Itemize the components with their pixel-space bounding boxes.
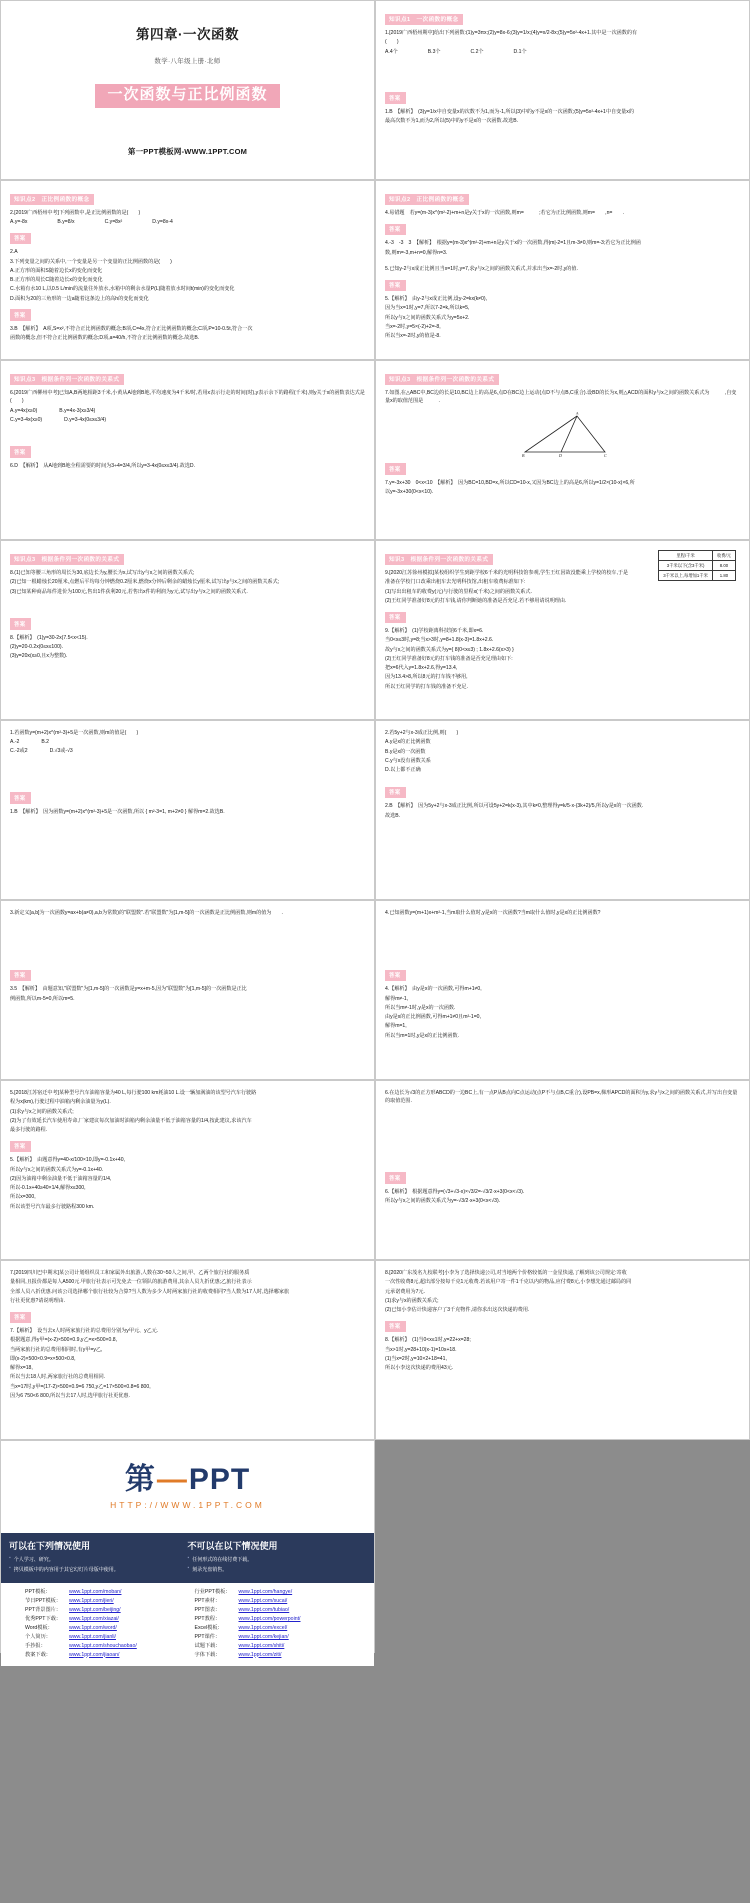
brand-logo [124, 1462, 251, 1496]
answer-tag: 答案 [10, 1312, 31, 1324]
option-b[interactable]: B.y=4x-3(x≥3/4) [59, 407, 96, 414]
link-url[interactable]: www.1ppt.com/excel/ [238, 1624, 288, 1631]
forbidden-col [188, 1539, 367, 1576]
question-line: (1)求y与x的函数关系式; [385, 1297, 439, 1304]
allowed-item [9, 1566, 188, 1573]
slide-7[interactable] [375, 360, 750, 540]
question-text-2: 3.下列变量之间的关系中,一个变量是另一个变量的正比例函数的是( ) [10, 258, 172, 265]
slide-9[interactable] [375, 540, 750, 720]
answer-tag: 答案 [385, 787, 406, 799]
knowledge-point-tag: 知识3 根据条件列一次函数的关系式 [385, 554, 493, 566]
forbidden-item-text: 刻录光盘销售。 [192, 1567, 228, 1573]
link-label: 试题下载： [194, 1642, 221, 1649]
answer-line: (2)y=20-0.2x(0≤x≤100). [10, 644, 64, 650]
logo-dash: — [156, 1462, 188, 1496]
option-a[interactable]: A.-2 [10, 739, 20, 746]
link-label: 行业PPT模板： [194, 1589, 231, 1595]
col-header-distance: 里程/千米 [659, 551, 713, 561]
fare-table [658, 550, 736, 581]
option-c[interactable]: C.y=8x² [104, 219, 123, 226]
slide-15[interactable] [375, 1080, 750, 1260]
answer-line: 5.【解析】 由题意得y=40-x/100×10,即y=-0.1x+40, [10, 1157, 125, 1164]
answer-tag: 答案 [10, 446, 31, 458]
link-row[interactable] [195, 1606, 365, 1615]
answer-line: 1.B 【解析】 (3)y=1/x中自变量x的次数不为1,而为-1,所以(3)中的y不是x的一次函数;(5)y=5x²-4x+1中自变量x的 [385, 108, 634, 115]
question-text: 7.如图,在△ABC中,BC边的长是10,BC边上的高是6,点D在BC边上运动(点D不与点B,C重合).设BD的长为x,则△ACD的面积y与x之间的函数关系式为 ,自变量x的取值范围是 . [385, 390, 737, 405]
triangle-diagram-icon [515, 412, 611, 458]
choice-b[interactable]: B.正方形的周长C随着边长x的变化而变化 [10, 277, 103, 284]
forbidden-item-text: 任何形式的在线付费下载。 [192, 1557, 253, 1563]
answer-line: 所以x=300, [10, 1194, 36, 1201]
answer-tag: 答案 [10, 792, 31, 804]
logo-cn: 第 [124, 1462, 156, 1496]
slide-13[interactable] [375, 900, 750, 1080]
answer-line: 所以-0.1x+40≥40×1/4,解得x≤300, [10, 1185, 86, 1191]
answer-line: 2.B 【解析】 因为5y+2与x-3成正比例,所以可设5y+2=k(x-3),其中k≠0,整理得y=k/5·x-(3k+2)/5,所以y是x的一次函数. [385, 803, 644, 810]
answer-tag: 答案 [10, 970, 31, 982]
option-b[interactable]: B.2 [41, 739, 49, 746]
option-row-1 [10, 738, 365, 747]
option-a[interactable]: A.y=-8x [10, 219, 28, 226]
col-header-fare: 收费/元 [712, 551, 735, 561]
question-line: (2)已知一根蜡烛长20厘米,点燃后平均每分钟燃烧0.2厘米,燃烧x分钟后剩余的蜡烛长y厘米,试写出y与x之间的函数关系式; [10, 579, 280, 586]
link-url[interactable]: www.1ppt.com/jianli/ [69, 1633, 116, 1640]
question-line: 9.[2020江苏徐州模拟]某校组织学生到距学校6千米的光明科技馆参观,学生王红因故没能乘上学校的校车,于是 [385, 570, 629, 576]
slide-6[interactable] [0, 360, 375, 540]
option-d[interactable]: D.y=3-4x(0≤x≤3/4) [64, 416, 107, 423]
link-row[interactable] [195, 1615, 365, 1624]
empty-grid-cell [375, 1440, 750, 1653]
option-a[interactable]: A.4个 [385, 48, 398, 55]
answer-line: 当0<x≤3时,y=8;当x>3时,y=8+1.8(x-3)=1.8x+2.6. [385, 637, 494, 644]
triangle-figure [385, 412, 740, 458]
answer-line: 3.B 【解析】 A项,S=x²,不符合正比例函数的概念;B项,C=4x,符合正比例函数的概念;C项,P=10-0.5t,符合一次 [10, 325, 253, 332]
answer-line: 所以y与x之间的函数关系式为y=5x+2. [385, 314, 470, 321]
links-right-col [195, 1588, 365, 1660]
links-left-col [25, 1588, 195, 1660]
answer-line: 6.【解析】 根据题意得y=(√3+√3-x)×√3/2=-√3/2·x+3(0<x<√3). [385, 1188, 525, 1195]
answer-line: 所以当m=1时,y是x的正比例函数. [385, 1032, 460, 1039]
option-row-2 [10, 747, 365, 756]
link-label: PPT模板： [25, 1589, 51, 1595]
answer-tag: 答案 [10, 233, 31, 245]
slide-12[interactable] [0, 900, 375, 1080]
question-line: (2)王红同学准备好8元的打车钱,请你判断她的准备是否充足.若不够用请说明理由. [385, 597, 567, 604]
question-line: 8.(1)已知等腰三角形的周长为30,底边长为y,腰长为x,试写出y与x之间的函数关系式; [10, 570, 195, 576]
link-label: PPT教程： [194, 1615, 221, 1622]
answer-line: 9.【解析】 (1)学校距离科技馆6千米,即x=6. [385, 628, 484, 634]
question-line: (1)求y与x之间的函数关系式; [10, 1108, 74, 1115]
question-text: 4.易错题 若y=(m-3)x^(m²-2)+m+n是y关于x的一次函数,则m= ;若它为正比例函数,则m= ,n= . [385, 210, 624, 216]
cell-fare: 1.80 [712, 571, 735, 581]
answer-line: 1.B 【解析】 因为函数y=(m+2)x^(m²-3)+5是一次函数,所以 { m²-3=1, m+2≠0 } 解得m=2.故选B. [10, 808, 225, 815]
answer-line: 因为当x=1时,y=7,所以7-2=k,所以k=5, [385, 305, 470, 312]
answer-line: 即(x-2)×500×0.9=x×500×0.8, [10, 1355, 76, 1362]
link-row[interactable] [195, 1633, 365, 1642]
cell-distance: 3千米以上,每增加1千米 [659, 571, 713, 581]
question-line: (1)写出出租车的收费y(元)与行驶的里程x(千米)之间的函数关系式. [385, 588, 532, 595]
question-line: 最多行驶的路程. [10, 1127, 48, 1133]
link-url[interactable]: www.1ppt.com/word/ [69, 1624, 117, 1631]
link-row[interactable] [25, 1633, 195, 1642]
answer-line: 所以当x=-2时,y的值是-8. [385, 333, 441, 339]
forbidden-heading: 不可以在以下情况使用 [187, 1541, 278, 1551]
link-label: 教案下载： [25, 1651, 51, 1658]
answer-line: 故y与x之间的函数关系式为y={ 8(0<x≤3) ; 1.8x+2.6(x>3) } [385, 646, 514, 653]
answer-line: 因为13.4>8,所以8元的打车钱不够用, [385, 674, 468, 681]
site-credit: 第一PPT模板网-WWW.1PPT.COM [127, 146, 248, 156]
link-row[interactable] [195, 1651, 365, 1660]
answer-line: 7.y=-3x+30 0<x<10 【解析】 因为BC=10,BD=x,所以CD=10-x,又因为BC边上的高是6,所以y=1/2×(10-x)×6,所 [385, 479, 635, 486]
allowed-item [9, 1556, 188, 1563]
option-row-2 [10, 416, 365, 425]
answer-tag: 答案 [385, 280, 406, 292]
link-url[interactable]: www.1ppt.com/xiazai/ [69, 1615, 119, 1622]
answer-tag: 答案 [10, 1141, 31, 1153]
answer-tag: 答案 [385, 612, 406, 624]
answer-line: 数,则m=-3,m+n=0,解得n=3. [385, 249, 448, 256]
answer-tag: 答案 [385, 1172, 406, 1184]
table-header-row [659, 551, 736, 561]
answer-line: 当两家旅行社的总费用相同时,有y甲=y乙, [10, 1346, 103, 1353]
answer-line: (2)王红同学准备好8元的打车钱的准备是否充足理由如下: [385, 655, 513, 662]
choice-a[interactable]: A.y是x的正比例函数 [385, 739, 431, 746]
answer-line: 根据题意,得y甲=(x-2)×500×0.9,y乙=x×500×0.8, [10, 1337, 118, 1344]
question-paren: ( ) [385, 39, 399, 46]
answer-line: 所以王红同学的打车钱的准备不充足. [385, 683, 468, 690]
bullet-icon: ▪ [9, 1565, 11, 1571]
choice-c[interactable]: C.y与x没有函数关系 [385, 757, 431, 764]
answer-tag: 答案 [385, 1321, 406, 1333]
link-label: 优秀PPT下载： [25, 1615, 62, 1622]
knowledge-point-tag: 知识点3 根据条件列一次函数的关系式 [10, 374, 124, 386]
slide-4[interactable] [375, 180, 750, 360]
link-label: 节日PPT模板： [25, 1597, 62, 1604]
answer-tag: 答案 [10, 618, 31, 630]
link-label: Word模板： [25, 1624, 53, 1631]
question-line: 8.[2020广东茂名九校联考]小李为了选择快递公司,对当地两个价格较低的一金星快递,了解到该公司规定:寄收 [385, 1270, 627, 1276]
allowed-item-text: 拷贝模板中的内容用于其它幻灯片母版中使用。 [13, 1567, 119, 1573]
answer-line: 例函数,所以m-5=0,所以m=5. [10, 995, 75, 1002]
knowledge-point-tag: 知识点1 一次函数的概念 [385, 14, 463, 26]
cell-fare: 8.00 [712, 561, 735, 571]
slide-3[interactable] [0, 180, 375, 360]
question-line: 元承诺费用为7元. [385, 1288, 425, 1295]
question-line: 程为x(km),行驶过程中油箱内剩余油量为y(L). [10, 1099, 111, 1106]
link-url[interactable]: www.1ppt.com/kejian/ [238, 1633, 289, 1640]
link-url[interactable]: www.1ppt.com/hangye/ [238, 1589, 293, 1595]
option-b[interactable]: B.3个 [427, 48, 441, 55]
link-label: 字体下载： [194, 1651, 221, 1658]
answer-tag: 答案 [385, 92, 406, 104]
question-text: 4.已知函数y=(m+1)x+m²-1,当m取什么值时,y是x的一次函数?当m取什么值时,y是x的正比例函数? [385, 910, 601, 916]
option-b[interactable]: B.y=8/x [57, 219, 75, 226]
answer-line: 所以小李这次快递的费用43元. [385, 1365, 454, 1371]
answer-line: (3)y=20x(x≥0,且x为整数). [10, 653, 68, 660]
link-url[interactable]: www.1ppt.com/beijing/ [69, 1606, 121, 1613]
question-text: 6.在边长为√3的正方形ABCD的一边BC上,有一点P从B点向C点运动(点P不与点B,C重合),设PB=x,梯形APCD的面积为y,求y与x之间的函数关系式,并写出自变量的取值范围. [385, 1090, 738, 1105]
chapter-title: 第四章·一次函数 [136, 27, 239, 42]
link-row[interactable] [25, 1624, 195, 1633]
bullet-icon: ▪ [187, 1565, 190, 1571]
usage-terms [1, 1533, 374, 1583]
question-text: 2.若5y+2与x-3成正比例,则( ) [385, 730, 459, 736]
answer-tag: 答案 [385, 970, 406, 982]
link-row[interactable] [25, 1588, 195, 1597]
question-line: 5.[2018江苏宿迁中考]某种型号汽车油箱容量为40 L,每行驶100 km耗油10 L.设一辆加满油的该型号汽车行驶路 [10, 1090, 257, 1096]
slide-2[interactable] [375, 0, 750, 180]
slide-footer-logo[interactable] [0, 1440, 375, 1658]
option-row [385, 48, 740, 57]
choice-b[interactable]: B.y是x的一次函数 [385, 748, 426, 755]
choice-d[interactable]: D.面积为20的三角形的一边a随着这条边上的高h的变化而变化 [10, 295, 149, 302]
answer-line: 解得m=1, [385, 1023, 407, 1030]
slide-11[interactable] [375, 720, 750, 900]
answer-line: 解得x=18, [10, 1365, 33, 1371]
answer-line: 所以当m≠-1时,y是x的一次函数. [385, 1004, 456, 1011]
answer-line: 6.D 【解析】 从A地到B地全程需要的时间为3÷4=3/4,所以y=3-4x(0≤x≤3/4).故选D. [10, 462, 196, 469]
knowledge-point-tag: 知识点2 正比例函数的概念 [10, 194, 94, 206]
question-text-2: 5.已知y-2与x成正比例且当x=1时,y=7,求y与x之间的函数关系式,并求出当x=-2时,y的值. [385, 265, 578, 272]
option-d[interactable]: D.√3或-√3 [49, 748, 73, 755]
answer-line: 所以y与x之间的函数关系式为y=-0.1x+40. [10, 1166, 104, 1173]
question-line: 量相同,且报价都是每人A500元.甲旅行社表示可先免去一位领队的旅游费用,其余人员九折优惠;乙旅行社表示 [10, 1279, 252, 1286]
answer-line: 8.【解析】 (1)当0<x≤1时,y=22+x=28; [385, 1337, 471, 1344]
link-url[interactable]: www.1ppt.com/jiaoan/ [69, 1651, 120, 1658]
question-text: 1.[2019广西梧州期中]给出下列函数:(1)y=3πx;(2)y=8x-6;(3)y=1/x;(4)y=x/2-8x;(5)y=5x²-4x+1.其中是一次函数的有 [385, 30, 638, 36]
lesson-title-band: 一次函数与正比例函数 [95, 84, 279, 108]
subject-line: 数学·八年级上册·北师 [154, 58, 221, 65]
answer-line: 4.【解析】 由y是x的一次函数,可得m+1≠0, [385, 986, 482, 993]
answer-tag: 答案 [385, 224, 406, 236]
bullet-icon: ▪ [9, 1555, 11, 1561]
slide-17[interactable] [375, 1260, 750, 1440]
option-a[interactable]: A.y=4x(x≥0) [10, 407, 38, 414]
logo-en: PPT [188, 1462, 251, 1496]
slide-8[interactable] [0, 540, 375, 720]
link-label: 手抄报： [25, 1642, 46, 1649]
forbidden-item [188, 1566, 367, 1573]
link-url[interactable]: www.1ppt.com/jieri/ [69, 1597, 114, 1604]
option-d[interactable]: D.1个 [513, 48, 527, 55]
link-row[interactable] [195, 1588, 365, 1597]
answer-line: (1)当x=2时,y=10×2+18=41, [385, 1355, 447, 1362]
answer-line: 最高次数不为1,而为2,所以(5)中的y不是x的一次函数.故选B. [385, 117, 519, 124]
question-line: (3)已知某种商品每件进价为100元,售出1件获利20元,若售出x件的利润为y元,试写出y与x之间的函数关系式. [10, 588, 248, 595]
link-row[interactable] [25, 1642, 195, 1651]
choice-c[interactable]: C.水箱有水10 L,以0.5 L/min的流量往外放水,水箱中的剩余水量P(L)随着放水时间t(min)的变化而变化 [10, 286, 235, 293]
site-url: HTTP://WWW.1PPT.COM [110, 1499, 265, 1510]
option-c[interactable]: C.2个 [470, 48, 484, 55]
answer-line: 函数的概念,但不符合正比例函数的概念;D项,a=40/h,不符合正比例函数的概念.故选B. [10, 335, 200, 342]
slide-title[interactable] [0, 0, 375, 180]
answer-line: 当x=-2时,y=5×(-2)+2=-8, [385, 323, 441, 330]
link-label: Excel模板： [194, 1624, 223, 1631]
option-c[interactable]: C.-2或2 [10, 748, 28, 755]
svg-text:D: D [558, 452, 562, 458]
link-url[interactable]: www.1ppt.com/tubiao/ [238, 1606, 290, 1613]
link-row[interactable] [25, 1606, 195, 1615]
answer-line: 8.【解析】 (1)y=30-2x(7.5<x<15). [10, 634, 88, 641]
answer-line: 3.5 【解析】 由题意知,"联盟数"为[1,m-5]的一次函数是y=x+m-5,因为"联盟数"为[1,m-5]的一次函数是正比 [10, 986, 247, 993]
answer-line: 所以该型号汽车最多行驶路程300 km. [10, 1203, 95, 1210]
table-row [659, 571, 736, 581]
knowledge-point-tag: 知识点3 根据条件列一次函数的关系式 [385, 374, 499, 386]
link-label: PPT素材： [194, 1597, 221, 1604]
link-url[interactable]: www.1ppt.com/powerpoint/ [238, 1615, 301, 1622]
option-row [10, 218, 365, 227]
question-text: 2.[2019广西梧州中考]下列函数中,是正比例函数的是( ) [10, 210, 141, 216]
link-url[interactable]: www.1ppt.com/shouchaobao/ [69, 1642, 137, 1649]
logo-area [1, 1441, 374, 1533]
question-line: 行社更优惠?请说明理由. [10, 1297, 66, 1304]
answer-line: 解得m≠-1, [385, 995, 409, 1002]
question-line: (2)为了有效延长汽车使用寿命,厂家建议每次加油时油箱内剩余油量不低于油箱容量的1/4,按此建议,求该汽车 [10, 1117, 252, 1124]
link-row[interactable] [195, 1597, 365, 1606]
link-label: PPT课件： [194, 1633, 221, 1640]
answer-line: 当x=17时,y甲=(17-2)×500×0.9=6 750,y乙=17×500×0.8=6 800, [10, 1383, 151, 1390]
link-url[interactable]: www.1ppt.com/sucai/ [238, 1597, 288, 1604]
link-url[interactable]: www.1ppt.com/ziti/ [238, 1651, 282, 1658]
allowed-col [9, 1539, 188, 1576]
answer-line: 所以y与x之间的函数关系式为y=-√3/2·x+3(0<x<√3). [385, 1197, 501, 1204]
forbidden-item [188, 1556, 367, 1563]
slide-14[interactable] [0, 1080, 375, 1260]
allowed-heading: 可以在下列情况使用 [9, 1541, 91, 1551]
link-row[interactable] [195, 1624, 365, 1633]
option-c[interactable]: C.y=3-4x(x≥0) [10, 416, 43, 423]
answer-line: 因为6 750<6 800,所以当去17人时,选甲旅行社更优惠. [10, 1392, 130, 1399]
link-row[interactable] [25, 1615, 195, 1624]
link-row[interactable] [195, 1642, 365, 1651]
svg-text:A: A [575, 411, 578, 415]
question-text: 1.若函数y=(m+2)x^(m²-3)+5是一次函数,则m的值是( ) [10, 730, 139, 736]
knowledge-point-tag: 知识点3 根据条件列一次函数的关系式 [10, 554, 124, 566]
answer-line: 以y=-3x+30(0<x<10). [385, 488, 434, 495]
question-line: 准备在学校门口改乘出租车去光明科技馆,出租车收费标准如下: [385, 579, 526, 586]
answer-line: 7.【解析】 设当去x人时两家旅行社的总费用分别为y甲元、y乙元. [10, 1328, 159, 1334]
bullet-icon: ▪ [187, 1555, 190, 1561]
knowledge-point-tag: 知识点2 正比例函数的概念 [385, 194, 469, 206]
question-text: 3.新定义[a,b]为一次函数y=ax+b(a≠0),a,b为常数)的"联盟数".若"联盟数"为[1,m-5]的一次函数是正比例函数,则m的值为 . [10, 910, 283, 916]
question-line: 一次性收费8元,超出部分按每千克1元收费.若该用户寄一件1千克以内的物品,应付费8元,小李想先通过邮局的同 [385, 1279, 632, 1286]
option-d[interactable]: D.y=8x-4 [152, 219, 173, 226]
cell-distance: 3千米以下(含3千米) [659, 561, 713, 571]
slide-10[interactable] [0, 720, 375, 900]
link-url[interactable]: www.1ppt.com/shiti/ [238, 1642, 285, 1649]
svg-text:C: C [603, 452, 607, 458]
question-text: 6.[2019广西柳州中考]已知A,B两地相距3千米,小黄从A地到B地,平均速度为4千米/时,若用x表示行走的时间(时),y表示余下的路程(千米),则y关于x的函数表达式是( ) [10, 390, 365, 405]
answer-line: 5.【解析】 由y-2与x成正比例,设y-2=kx(k≠0), [385, 296, 487, 302]
answer-line: (2)因为油箱中剩余油量不低于油箱容量的1/4, [10, 1175, 112, 1182]
link-row[interactable] [25, 1597, 195, 1606]
answer-line: 由y是x的正比例函数,可得m+1≠0且m²-1=0, [385, 1014, 481, 1020]
answer-line: 所以当去18人时,两家旅行社的总费用相同. [10, 1374, 106, 1381]
question-line: (2)已知小李估计快递客户了3千克物件,请你求出这次快递的费用. [385, 1307, 530, 1313]
link-label: PPT图表： [194, 1606, 221, 1613]
choice-a[interactable]: A.正方形的面积S随着边长x的变化而变化 [10, 267, 103, 274]
answer-line: 把x=6代入y=1.8x+2.6,得y=13.4, [385, 665, 458, 671]
answer-tag: 答案 [385, 463, 406, 475]
table-row [659, 561, 736, 571]
svg-text:B: B [521, 452, 524, 458]
question-line: 全部人员八折优惠.问该公司选择哪个旅行社较为合算?当人数为多少人时两家旅行社的收费相同?当人数为17人时,选择哪家旅 [10, 1288, 290, 1295]
option-row-1 [10, 407, 365, 416]
answer-line: 4.-3 -3 3 【解析】 根据y=(m-3)x^(m²-2)+m+n是y关于x的一次函数,得|m|-2=1且m-3≠0,则m=-3;若它为正比例函 [385, 240, 641, 247]
slide-16[interactable] [0, 1260, 375, 1440]
link-row[interactable] [25, 1651, 195, 1660]
answer-short: 2.A [10, 249, 18, 256]
link-label: 个人简历： [25, 1633, 51, 1640]
answer-line: 当x>1时,y=28+10(x-1)=10x+18. [385, 1346, 457, 1353]
question-line: 7.[2019四川巴中期末]某公司计划组织员工和家属外出旅游,人数在30~50人之间,甲、乙两个旅行社的服务质 [10, 1270, 250, 1276]
link-label: PPT背景图片： [25, 1606, 62, 1613]
choice-d[interactable]: D.以上都不正确 [385, 767, 421, 773]
link-url[interactable]: www.1ppt.com/moban/ [69, 1589, 122, 1595]
link-directory [1, 1583, 374, 1666]
answer-tag: 答案 [10, 309, 31, 321]
answer-line: 故选B. [385, 812, 401, 819]
allowed-item-text: 个人学习、研究。 [13, 1557, 54, 1563]
